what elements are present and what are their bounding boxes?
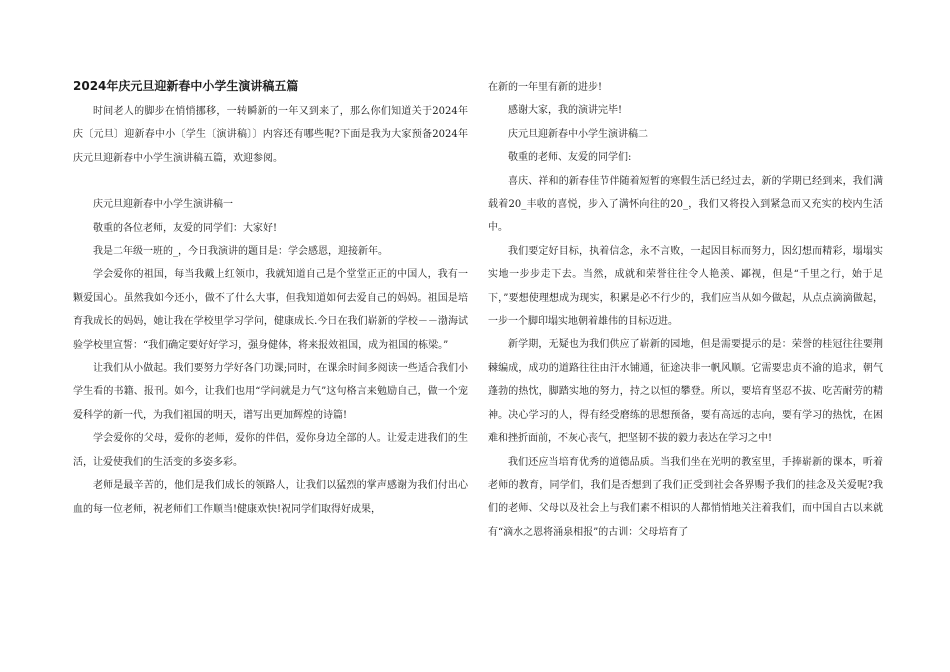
right-column: [488, 76, 883, 544]
speech1-paragraph-4: 学会爱你的父母，爱你的老师，爱你的伴侣，爱你身边全部的人。让爱走进我们的生活，让爱使我们的生活变的多姿多彩。: [73, 433, 468, 468]
paragraph-gap: [73, 170, 468, 193]
speech1-heading: 庆元旦迎新春中小学生演讲稿一: [93, 199, 233, 211]
intro-paragraph: 时间老人的脚步在悄悄挪移，一转瞬新的一年又到来了，那么你们知道关于2024年庆〔元旦〕迎新春中小〔学生〔演讲稿〕〕内容还有哪些呢?下面是我为大家预备2024年庆元旦迎新春中小学生演讲稿五篇，欢迎参阅。: [73, 106, 468, 164]
left-column: [73, 76, 468, 521]
speech1-greeting: 敬重的各位老师，友爱的同学们：大家好!: [93, 222, 278, 234]
speech2-paragraph-4: 我们还应当培育优秀的道德品质。当我们坐在光明的教室里，手捧崭新的课本，听着老师的教育，同学们，我们是否想到了我们正受到社会各界赐予我们的挂念及关爱呢?我们的老师、父母以及社会上与我们素不相识的人都悄悄地关注着我们，而中国自古以来就有“滴水之恩将涌泉相报”的古训：父母培育了: [488, 456, 883, 538]
document-title: 2024年庆元旦迎新春中小学生演讲稿五篇: [73, 79, 299, 93]
speech2-heading: 庆元旦迎新春中小学生演讲稿二: [508, 128, 648, 140]
speech2-paragraph-3: 新学期，无疑也为我们供应了崭新的园地，但是需要提示的是：荣誉的桂冠往往要荆棘编成，成功的道路往往由汗水铺通，征途决非一帆风顺。它需要忠贞不渝的追求，朝气蓬勃的热忱，脚踏实地的努力，持之以恒的攀登。所以，要培育坚忍不拔、吃苦耐劳的精神。决心学习的人，得有经受磨练的思想预备，要有高远的志向，要有学习的热忱，在困难和挫折面前，不灰心丧气，把坚韧不拔的毅力表达在学习之中!: [488, 339, 883, 445]
speech1-paragraph-1: 我是二年级一班的_，今日我演讲的题目是：学会感恩，迎接新年。: [93, 246, 388, 258]
speech1-paragraph-2: 学会爱你的祖国，每当我戴上红领巾，我就知道自己是个堂堂正正的中国人，我有一颗爱国心。虽然我如今还小，做不了什么大事，但我知道如何去爱自己的妈妈。祖国是培育我成长的妈妈，她让我在学校里学习学问，健康成长.今日在我们崭新的学校－－渤海试验学校里宣誓：“我们确定要好好学习，强身健体，将来报效祖国，成为祖国的栋梁。”: [73, 269, 468, 351]
speech1-closing: 感谢大家，我的演讲完毕!: [508, 105, 623, 117]
speech2-paragraph-1: 喜庆、祥和的新春佳节伴随着短暂的寒假生活已经过去，新的学期已经到来，我们满载着20_丰收的喜悦，步入了满怀向往的20_，我们又将投入到紧急而又充实的校内生活中。: [488, 175, 883, 234]
speech2-paragraph-2: 我们要定好目标，执着信念，永不言败，一起因目标而努力，因幻想而精彩，塌塌实实地一步步走下去。当然，成就和荣誉往往令人艳羡、鄙视，但是“千里之行，始于足下，”要想使理想成为现实，积累是必不行少的，我们应当从如今做起，从点点滴滴做起，一步一个脚印塌实地朝着雄伟的目标迈进。: [488, 245, 883, 328]
speech1-paragraph-5: 老师是最辛苦的，他们是我们成长的领路人，让我们以猛烈的掌声感谢为我们付出心血的每一位老师，祝老师们工作顺当!健康欢快!祝同学们取得好成果，: [73, 480, 468, 515]
continued-text: 在新的一年里有新的进步!: [488, 82, 603, 93]
speech2-greeting: 敬重的老师、友爱的同学们:: [508, 152, 632, 164]
speech1-paragraph-3: 让我们从小做起。我们要努力学好各门功课;同时，在课余时间多阅读一些适合我们小学生看的书籍、报刊。如今，让我们也用“学问就是力气”这句格言来勉励自己，做一个宠爱科学的新一代，为我们祖国的明天，谱写出更加辉煌的诗篇!: [73, 363, 468, 421]
